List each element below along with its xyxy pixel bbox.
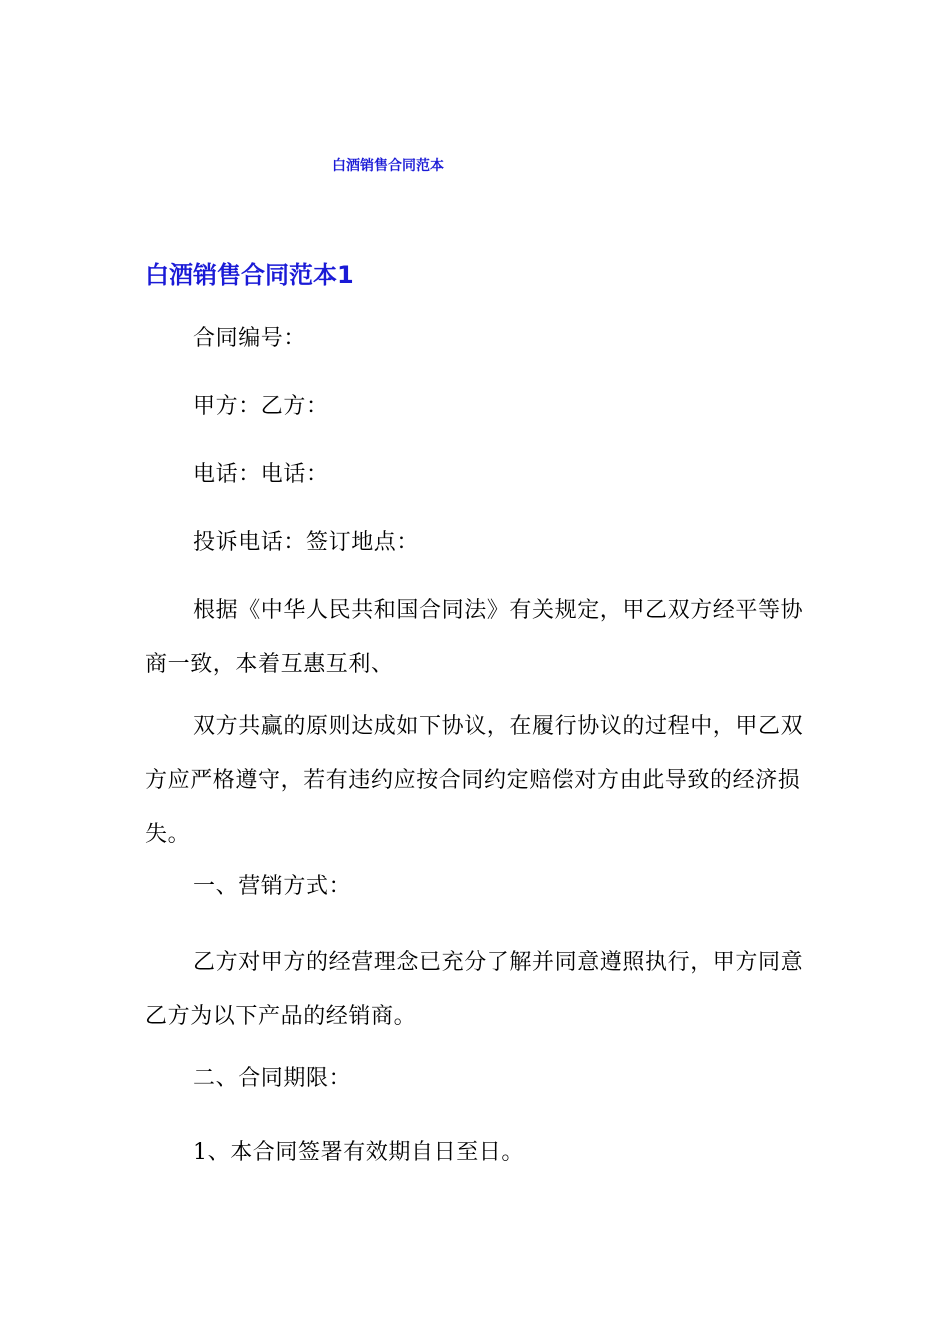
complaint-phone-signing-place-line: 投诉电话：签订地点：	[193, 530, 420, 555]
preamble-paragraph: 根据《中华人民共和国合同法》有关规定，甲乙双方经平等协商一致，本着互惠互利、	[145, 598, 804, 677]
marketing-paragraph: 乙方对甲方的经营理念已充分了解并同意遵照执行，甲方同意乙方为以下产品的经销商。	[145, 950, 804, 1029]
section-heading: 白酒销售合同范本1	[145, 261, 354, 289]
phone-line: 电话：电话：	[193, 462, 329, 487]
agreement-paragraph: 双方共赢的原则达成如下协议，在履行协议的过程中，甲乙双方应严格遵守，若有违约应按合同约定赔偿对方由此导致的经济损失。	[145, 714, 804, 847]
contract-number-line: 合同编号：	[193, 326, 307, 351]
clause-heading-marketing: 一、营销方式：	[193, 874, 352, 899]
parties-line: 甲方：乙方：	[193, 394, 329, 419]
clause-heading-term: 二、合同期限：	[193, 1066, 352, 1091]
term-paragraph: 1、本合同签署有效期自日至日。	[193, 1140, 524, 1165]
document-header-title: 白酒销售合同范本	[332, 158, 444, 174]
